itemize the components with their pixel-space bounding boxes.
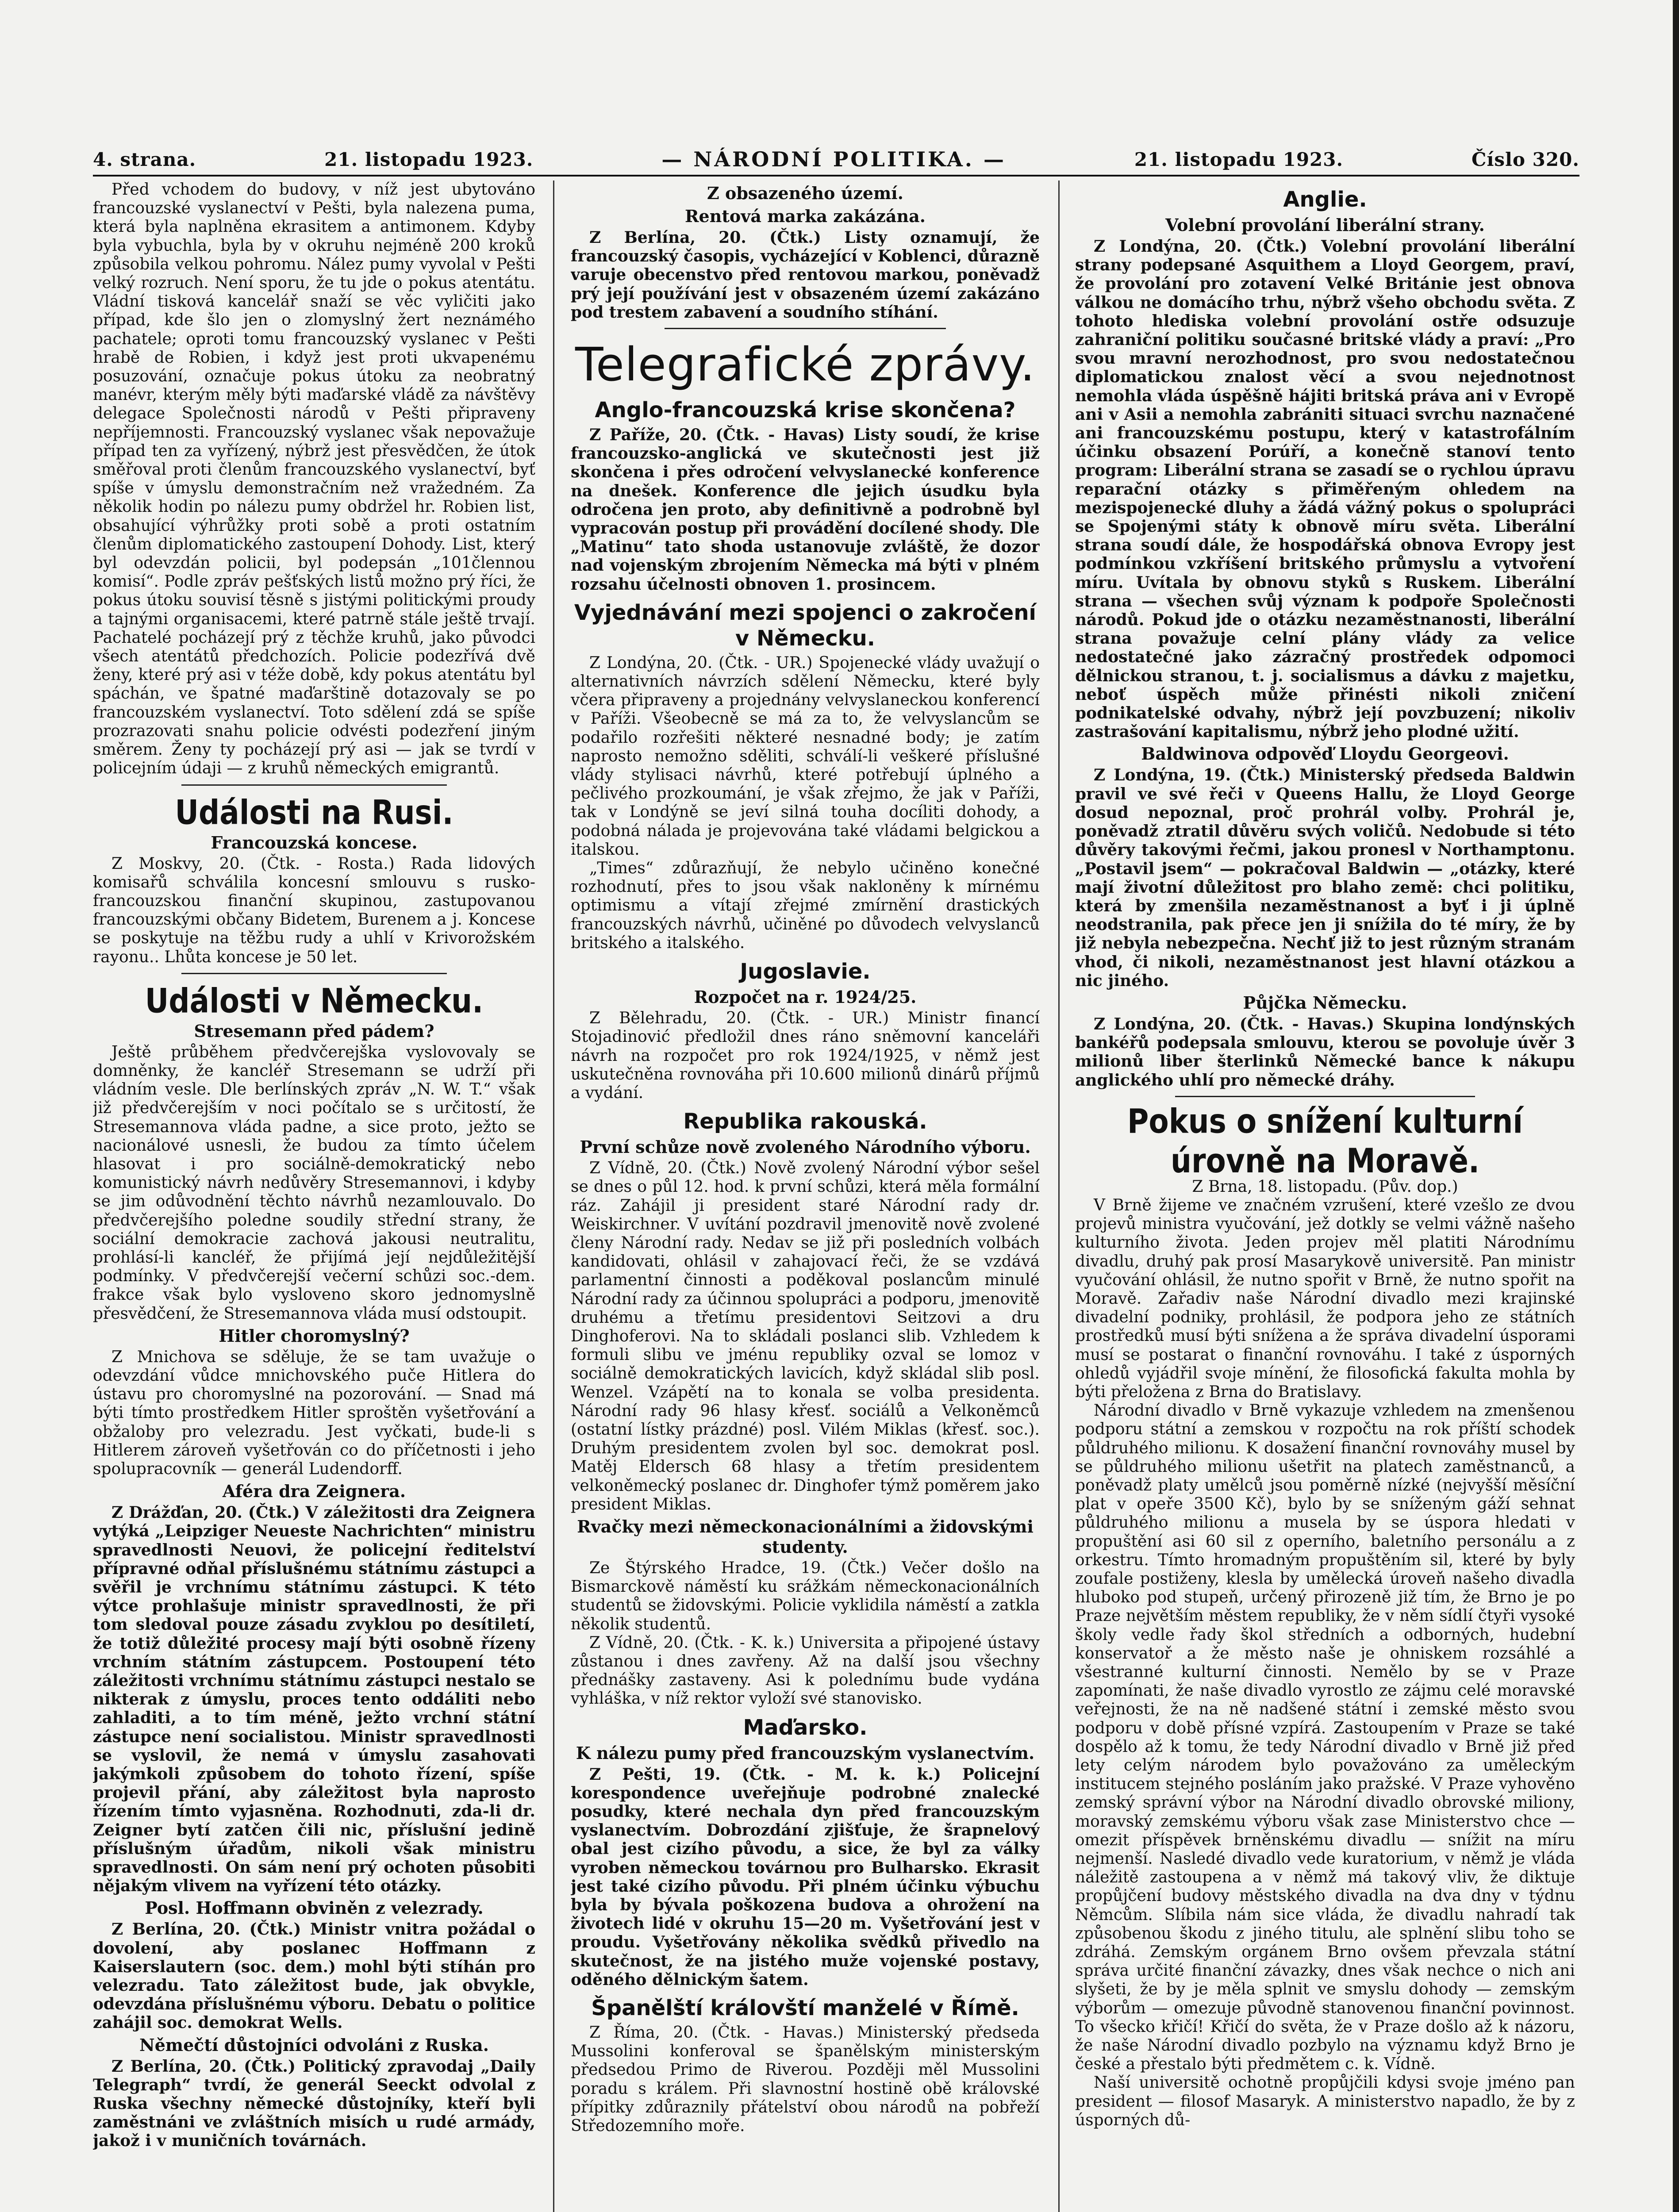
article-rakousko: Z Vídně, 20. (Čtk.) Nově zvolený Národní výbor sešel se dnes o půl 12. hod. k první schůzi, která měla formální ráz. Zahájil ji president staré Národní rady dr. Weiskirchner. V uvítání pozdravil jmenovitě nově zvolené členy Národní rady. Nedav se již při posledních volbách kandidovati, ohlásil v zahajovací řeči, že se vzdává parlamentní činnosti a poděkoval poslancům minulé Národní rady za účinnou spolupráci a podporu, jmenovitě druhému a třetímu presidentovi Seitzovi a dru Dinghoferovi. Na to skládali poslanci slib. Vzhledem k formuli slibu ve jménu republiky ozval se lomoz v sociálně demokratických lavicích, když skládal slib posl. Wenzel. Vzápětí na to konala se volba presidenta. Národní rady 96 hlasy křesť. sociálů a Velkoněmců (ostatní lístky prázdné) posl. Vilém Miklas (křesť. soc.). Druhým presidentem zvolen byl soc. demokrat posl. Matěj Eldersch 68 hlasy a třetím presidentem velkoněmecký poslanec dr. Dinghofer týmž poměrem jako president Miklas. — [571, 1159, 1040, 1513]
byline-brno: Z Brna, 18. listopadu. (Pův. dop.) — [1192, 1177, 1458, 1196]
article-stresemann: Ještě průběhem předvčerejška vyslovovaly se domněnky, že kancléř Stresemann se udrží při vládním vesle. Dle berlínských zpráv „N. W. T.“ však již předvčerejším v noci počítalo se s určitostí, že Stresemannova vláda padne, a sice proto, ježto se nacionálové usnesli, že budou za tímto účelem hlasovat i pro sociálně-demokratický nebo komunistický návrh nedůvěry Stresemannovi, i kdyby se jim odůvodnění těchto návrhů nezamlouvalo. Do předvčerejšího poledne soudily střední strany, že sociální demokracie zachová jakousi neutralitu, prohlásí-li kancléř, že přijímá její nejdůležitější podmínky. V předvčerejší večerní schůzi soc.-dem. frakce však bylo vysloveno skoro jednomyslně přesvědčení, že Stresemannova vláda musí odstoupit. — [93, 1043, 535, 1323]
headline-telegraficke-zpravy: Telegrafické zprávy. — [575, 338, 1035, 392]
subhead-koncese: Francouzská koncese. — [211, 832, 418, 853]
article-rentova-marka: Z Berlína, 20. (Čtk.) Listy oznamují, že francouzský časopis, vycházející v Koblenci, důrazně varuje obecenstvo před rentovou markou, poněvadž prý její používání jest v obsazeném území zakázáno pod trestem zabavení a soudního stíhání. — [571, 228, 1040, 322]
article-morava-2: Národní divadlo v Brně vykazuje vzhledem na zmenšenou podporu státní a zemskou v rozpočtu na rok příští schodek půldruhého milionu. K dosažení finanční rovnováhy musel by se půldruhého milionu ušetřit na platech zaměstnanců, a poněvadž platy umělců jsou poměrně nízké (nejvyšší měsíční plat v opeře 3500 Kč), bylo by se sníženým gáží sehnat půldruhého milionu a musela by se úspora hledati v propuštění asi 60 sil z operního, baletního personálu a z orkestru. Tímto hromadným propuštěním sil, které by byly zoufale postiženy, klesla by umělecká úroveň našeho divadla hluboko pod stupeň, určený přirozeně již tím, že Brno je po Praze největším městem republiky, že v něm sídlí čtyři vysoké školy vedle řady škol středních a odborných, hudební konservatoř a že město naše je ohniskem rozsáhlé a všestranné kulturní činnosti. Nemělo by se v Praze zapomínati, že naše divadlo vyrostlo ze zájmu celé moravské veřejnosti, že na ně nadšené státní i zemské město svou podporu v době přísné vzpírá. Zastoupením v Praze se také dospělo až k tomu, že tedy Národní divadlo v Brně již před lety celým národem bylo považováno za uměleckým institucem stejného posláním jako pražské. V Praze vyhověno zemský správní výbor na Národní divadlo obrovské miliony, moravský zemskému výboru však zase Ministerstvo chce — omezit příspěvek brněnskému divadlu — snížit na míru nejmenší. Nasledé divadlo vede kuratorium, v němž je vláda náležitě zastoupena a v němž má takový vliv, že diktuje propůjčení budovy městského divadla na dva dny v týdnu Němcům. Slíbila nám sice vláda, že divadlu nahradí tak způsobenou škodu z jiného titulu, ale splnění slibu toho se zdráhá. Zemským orgánem Brno ovšem převzala státní správa určité finanční závazky, dnes však nechce o nich ani slyšeti, že by je měla splnit ve smyslu dohody — zemským výborům — omezuje původně stanovenou finanční povinnost. To všecko křičí! Křičí do světa, že v Praze došlo až k názoru, že naše Národní divadlo pozbylo na významu když Brno je české a přestalo býti předmětem c. k. Vídně. — [1075, 1402, 1575, 2074]
article-anglie: Z Londýna, 20. (Čtk.) Volební provolání liberální strany podepsané Asquithem a Lloyd Georgem, praví, že provolání pro zotavení Velké Británie jest obnova válkou ne domácího trhu, nýbrž všeho obchodu světa. Z tohoto hlediska volební provolání ostře odsuzuje zahraniční politiku současné britské vlády a praví: „Pro svou mravní nerozhodnost, pro svou nedostatečnou diplomatickou znalost věcí a svou nejednotnost nemohla vláda úspěšně hájiti britská práva ani v Evropě ani v Asii a nemohla zabrániti situaci svrchu naznačené ani francouzskému postupu, který v katastrofálním účinku obsazení Porúří, a konečně stanoví tento program: Liberální strana se zasadí se o rychlou úpravu reparační otázky s přiměřeným ohledem na mezispojenecké dluhy a žádá vážný pokus o spolupráci se Spojenými státy k obnově míru světa. Liberální strana soudí dále, že hospodářská obnova Evropy jest podmínkou vzkříšení britského průmyslu a vytvoření míru. Uvítala by obnovu styků s Ruskem. Liberální strana — všechen svůj význam k podpoře Společnosti národů. Pokud jde o otázku nezaměstnanosti, liberální strana považuje celní plány vlády za velice nedostatečné jako zázračný prostředek odpomoci dělnickou stranou, t. j. socialismus a dávku z majetku, neboť úspěch může přinésti nikoli zničení podnikatelské odvahy, nýbrž její povzbuzení; nikoliv zastrašování kapitalismu, nýbrž jeho plodné užití. — [1075, 237, 1575, 741]
subhead-obsazene-uzemi: Z obsazeného území. — [707, 183, 903, 203]
subhead-zeigner: Aféra dra Zeignera. — [222, 1481, 406, 1502]
headline-anglo-francouzska: Anglo-francouzská krise skončena? — [595, 398, 1016, 423]
column-2 — [571, 180, 1040, 2212]
column-rule — [1058, 180, 1060, 2212]
subhead-hitler: Hitler choromyslný? — [219, 1325, 410, 1346]
subhead-narodni-vybor: První schůze nově zvoleného Národního výboru. — [580, 1137, 1031, 1157]
subhead-rvacky: Rvačky mezi německonacionálními a židovskými studenty. — [577, 1516, 1034, 1557]
article-morava-1: V Brně žijeme ve značném vzrušení, které vzešlo ze dvou projevů ministra vyučování, jež dotkly se velmi vážně našeho kulturního života. Jeden projev měl platiti Národnímu divadlu, druhý pak prosí Masarykově universitě. Pan ministr vyučování ohlásil, že nutno spořit v Brně, že nutno spořit na Moravě. Zařadiv naše Národní divadlo mezi krajinské divadelní podniky, prohlásil, že podpora jeho ze státních prostředků musí býti snížena a že správa divadelní úsporami musí se postarat o finanční rovnováhu. I také z úsporných ohledů vyjádřil svoje mínění, že filosofická fakulta mohla by býti přeložena z Brna do Bratislavy. — [1075, 1196, 1575, 1401]
column-1 — [93, 180, 535, 2212]
subhead-hoffmann: Posl. Hoffmann obviněn z velezrady. — [145, 1898, 484, 1918]
subhead-rozpocet: Rozpočet na r. 1924/25. — [694, 987, 917, 1007]
headline-republika-rakouska: Republika rakouská. — [683, 1109, 927, 1134]
article-jugoslavie: Z Bělehradu, 20. (Čtk. - UR.) Ministr financí Stojadinović předložil dnes ráno sněmovní kanceláři návrh na rozpočet pro rok 1924/1925, v němž jest uskutečněna rovnováha při 10.600 milionů dinárů příjmů a vydání. — [571, 1009, 1040, 1102]
date-left: 21. listopadu 1923. — [324, 148, 534, 170]
subhead-pujcka: Půjčka Německu. — [1243, 992, 1407, 1013]
article-morava-3: Naší universitě ochotně propůjčili kdysi svoje jméno pan president — filosof Masaryk. A ministerstvo napadlo, že by z úsporných dů- — [1075, 2074, 1575, 2129]
page-number: 4. strana. — [93, 148, 196, 170]
subhead-baldwin: Baldwinova odpověď Lloydu Georgeovi. — [1141, 744, 1509, 764]
subhead-puma: K nálezu pumy před francouzským vyslanectvím. — [576, 1743, 1035, 1763]
subhead-dustojnici: Němečtí důstojníci odvoláni z Ruska. — [139, 2035, 489, 2055]
article-zeigner: Z Drážďan, 20. (Čtk.) V záležitosti dra Zeignera vytýká „Leipziger Neueste Nachrichten“ ministru spravedlnosti Neuovi, že policejní ředitelství přípravné odňal příslušnému státnímu zástupci a svěřil je vrchnímu státnímu zástupci. K této výtce prohlašuje ministr spravedlnosti, že při tom sledoval pouze zásadu zvyklou po desítiletí, že totiž důležité procesy mají býti osobně řízeny vrchním státním zástupcem. Postoupení této záležitosti vrchnímu státnímu zástupci nestalo se nikterak z úmyslu, proces tento oddáliti nebo zahladiti, a to tím méně, ježto vrchní státní zástupce není socialistou. Ministr spravedlnosti se vyslovil, že nemá v úmyslu zasahovati jakýmkoli způsobem do tohoto řízení, spíše projevil přání, aby záležitost byla naprosto řízením tímto vyjasněna. Rozhodnuti, zda-li dr. Zeigner bytí zatčen čili nic, příslušní jedině příslušným úřadům, nikoli však ministru spravedlnosti. On sám není prý ochoten působiti nějakým vlivem na vyřízení této otázky. — [93, 1503, 535, 1896]
article-madarsko: Z Pešti, 19. (Čtk. - M. k. k.) Policejní korespondence uveřejňuje podrobné znalecké posudky, které nechala dyn před francouzským vyslanectvím. Dobrozdání zjišťuje, že šrapnelový obal jest cizího původu, a sice, že byl za války vyroben německou továrnou pro Bulharsko. Ekrasit jest také cizího původu. Při plném účinku výbuchu byla by bývala poškozena budova a ohrožení na životech lidé v okruhu 15—20 m. Vyšetřování jest v proudu. Vyšetřovány několika svědků přivedlo na skutečnost, že na jistého muže vojenské postavy, oděného dělnickým šatem. — [571, 1765, 1040, 1989]
issue-number: Číslo 320. — [1472, 148, 1579, 170]
article-vyjednavani: Z Londýna, 20. (Čtk. - UR.) Spojenecké vlády uvažují o alternativních návrzích sdělení Německu, které byly včera připraveny a projednány velvyslaneckou konferencí v Paříži. Všeobecně se má za to, že velvyslancům se podařilo rozřešiti některé nesnadné body; je zatím naprosto nemožno sděliti, schválí-li veškeré příslušné vlády stylisaci návrhů, které potřebují úplného a pečlivého prozkoumání, je však zřejmo, že jak v Paříži, tak v Londýně se jeví silná touha docíliti dohody, a podobná nálada je projevována také vládami belgickou a italskou. — [571, 653, 1040, 859]
masthead: — NÁRODNÍ POLITIKA. — — [661, 147, 1006, 171]
article-hitler: Z Mnichova se sděluje, že se tam uvažuje o odevzdání vůdce mnichovského puče Hitlera do ústavu pro choromyslné na pozorování. — Snad má býti tímto prostředkem Hitler sproštěn vyšetřování a obžaloby pro velezradu. Jest vyčkati, bude-li s Hitlerem zároveň vyšetřován co do příčetnosti i jeho spolupracovník — generál Ludendorff. — [93, 1348, 535, 1478]
divider — [665, 328, 946, 329]
divider — [181, 784, 447, 786]
article-bomb-intro: Před vchodem do budovy, v níž jest ubytováno francouzské vyslanectví v Pešti, byla nalezena puma, která byla naplněna ekrasitem a antimonem. Kdyby byla vybuchla, byla by v okruhu nejméně 200 kroků způsobila velkou pohromu. Nález pumy vyvolal v Pešti velký rozruch. Není sporu, že tu jde o pokus atentátu. Vládní tisková kancelář snaží se věc vyličiti jako případ, kde šlo jen o zlomyslný žert neznámého pachatele; oproti tomu francouzský vyslanec v Pešti hrabě de Robien, i když jest proti ukvapenému posuzování, označuje pokus útoku za neobratný manévr, kterým měly býti maďarské vládě za návštěvy delegace Společnosti národů v Pešti připraveny nepříjemnosti. Francouzský vyslanec však nepovažuje případ ten za vyřízený, nýbrž jest přesvědčen, že útok směřoval proti členům francouzského vyslanectví, byť spíše v úmyslu demonstračním než vražedném. Za několik hodin po nálezu pumy obdržel hr. Robien list, obsahující výhrůžky proti sobě a proti ostatním členům diplomatického zastoupení Dohody. List, který byl odevzdán policii, byl podepsán „101člennou komisí“. Podle zpráv pešťských listů možno prý říci, že pokus útoku souvisí těsně s jistými politickými proudy a tajnými organisacemi, které patrně stále ještě trvají. Pachatelé pocházejí prý z těchže kruhů, jako původci všech atentátů předchozích. Policie podezřívá dvě ženy, které prý asi v téže době, kdy pokus atentátu byl spáchán, ve špatné maďarštině dotazovaly se po francouzském vyslanectví. Toto sdělení zdá se spíše prozrazovati snahu policie odvésti podezření jiným směrem. Ženy ty pocházejí prý asi — jak se tvrdí v policejním údaji — z kruhů německých emigrantů. — [93, 180, 535, 778]
article-spanelsko: Z Říma, 20. (Čtk. - Havas.) Ministerský předseda Mussolini konferoval se španělským ministerským předsedou Primo de Riverou. Později měl Mussolini poradu s králem. Při slavnostní hostině obě královské přípitky zdůraznily přátelství obou národů na pobřeží Středozemního moře. — [571, 2024, 1040, 2135]
header-rule — [93, 175, 1579, 177]
divider — [1175, 1096, 1475, 1097]
headline-rusi: Události na Rusi. — [175, 792, 453, 832]
date-right: 21. listopadu 1923. — [1134, 148, 1344, 170]
headline-vyjednavani: Vyjednávání mezi spojenci o zakročení v Německu. — [574, 600, 1036, 651]
headline-kulturni-uroven: Pokus o snížení kulturní úrovně na Moravě. — [1127, 1102, 1523, 1181]
article-universita: Z Vídně, 20. (Čtk. - K. k.) Universita a připojené ústavy zůstanou i dnes zavřeny. Až na další jsou všechny přednášky zastaveny. Asi k polednímu bude vydána vyhláška, v níž rektor vyloží své stanovisko. — [571, 1633, 1040, 1708]
headline-nemecko: Události v Německu. — [145, 981, 484, 1021]
article-hoffmann: Z Berlína, 20. (Čtk.) Ministr vnitra požádal o dovolení, aby poslanec Hoffmann z Kaiserslautern (soc. dem.) mohl býti stíhán pro velezradu. Tato záležitost bude, jak obvykle, odevzdána příslušnému výboru. Debatu o politice zahájil soc. demokrat Wells. — [93, 1920, 535, 2032]
headline-jugoslavie: Jugoslavie. — [740, 959, 871, 984]
column-3 — [1075, 180, 1575, 2212]
divider — [181, 973, 447, 974]
article-rusi: Z Moskvy, 20. (Čtk. - Rosta.) Rada lidových komisařů schválila koncesní smlouvu s rusko-francouzskou finanční skupinou, zastupovanou francouzskými občany Bidetem, Burenem a j. Koncese se poskytuje na těžbu rudy a uhlí v Krivorožském rayonu.. Lhůta koncese je 50 let. — [93, 854, 535, 966]
page-header — [93, 146, 1579, 173]
article-rvacky: Ze Štýrského Hradce, 19. (Čtk.) Večer došlo na Bismarckově náměstí ku srážkám německonacionálních studentů se židovskými. Policie vyklidila náměstí a zatkla několik studentů. — [571, 1559, 1040, 1633]
subhead-volebni-provolani: Volební provolání liberální strany. — [1165, 215, 1485, 235]
column-rule — [553, 180, 554, 2212]
subhead-rentova-marka: Rentová marka zakázána. — [684, 206, 926, 226]
subhead-stresemann: Stresemann před pádem? — [194, 1021, 434, 1041]
article-vyjednavani-times: „Times“ zdůrazňují, že nebylo učiněno konečné rozhodnutí, přes to jsou však nakloněny k mírnému optimismu a vítají zřejmé zmírnění drastických francouzských návrhů, učiněné po důvodech velvyslanců britského a italského. — [571, 859, 1040, 952]
headline-madarsko: Maďarsko. — [743, 1715, 868, 1740]
headline-spanelsti-manzele: Španělští královští manželé v Římě. — [591, 1996, 1019, 2021]
headline-anglie: Anglie. — [1283, 187, 1367, 212]
article-dustojnici: Z Berlína, 20. (Čtk.) Politický zpravodaj „Daily Telegraph“ tvrdí, že generál Seeckt odvolal z Ruska všechny německé důstojníky, kteří byli zaměstnáni ve zvláštních misích u rudé armády, jakož i v muničních továrnách. — [93, 2057, 535, 2151]
article-anglo-francouzska: Z Paříže, 20. (Čtk. - Havas) Listy soudí, že krise francouzsko-anglická ve skutečnosti jest již skončena i přes odročení velvyslanecké konference na dnešek. Konference dle jejich úsudku byla odročena jen proto, aby definitivně a podrobně byl vypracován postup při provádění docílené shody. Dle „Matinu“ tato shoda ustanovuje zvláště, že dozor nad vojenským zbrojením Německa má býti v plném rozsahu účelnosti obnoven 1. prosincem. — [571, 426, 1040, 594]
article-baldwin: Z Londýna, 19. (Čtk.) Ministerský předseda Baldwin pravil ve své řeči v Queens Hallu, že Lloyd George dosud nepoznal, proč prohrál volby. Prohrál je, poněvadž ztratil důvěru svých voličů. Nedobude si této důvěry takovými řečmi, jakou pronesl v Northamptonu. „Postavil jsem“ — pokračoval Baldwin — „otázky, které mají životní důležitost pro blaho země: chci politiku, která by zmenšila nezaměstnanost a byť i ji úplně neodstranila, pak přece jen ji snížila do té míry, že by již nebyla nebezpečna. Nechť již to jest různým stranám vhod, či nikoli, nezaměstnanost jest hlavní otázkou a nic jiného. — [1075, 766, 1575, 990]
article-pujcka: Z Londýna, 20. (Čtk. - Havas.) Skupina londýnských bankéřů podepsala smlouvu, kterou se povoluje úvěr 3 milionů liber šterlinků Německé bance k nákupu anglického uhlí pro německé dráhy. — [1075, 1014, 1575, 1090]
